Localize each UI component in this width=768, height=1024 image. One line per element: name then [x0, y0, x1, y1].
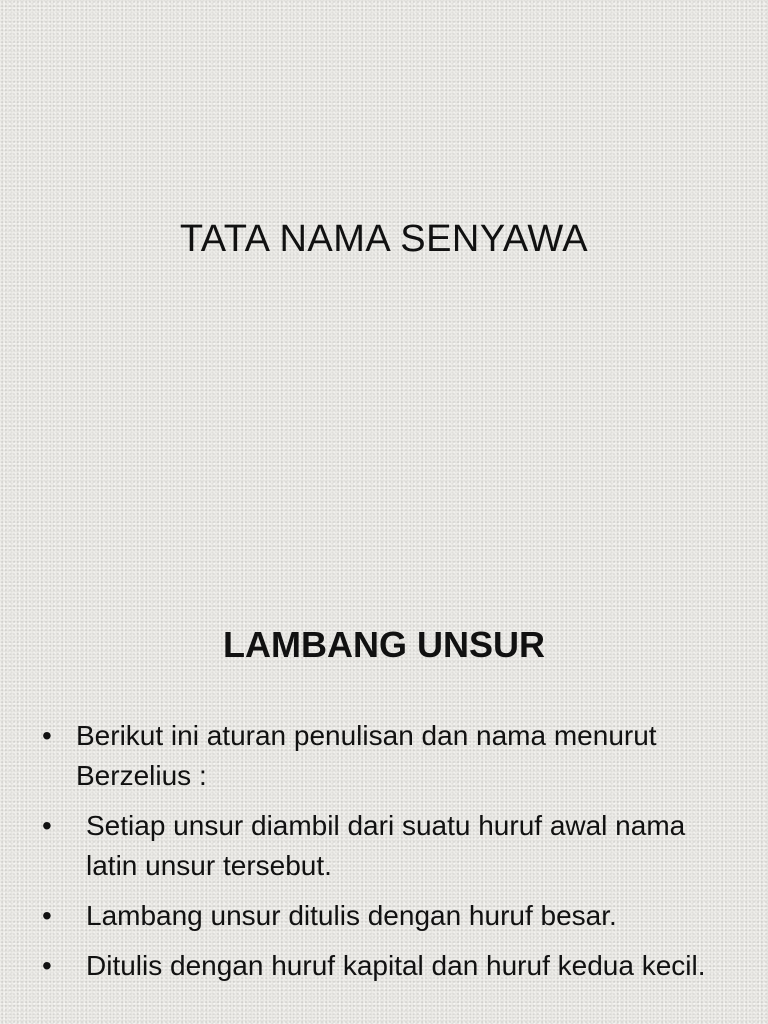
bullet-list: [42, 716, 732, 996]
bullet-icon: •: [42, 900, 52, 931]
list-item: [42, 946, 732, 986]
bullet-icon: •: [42, 720, 52, 751]
slide-title: TATA NAMA SENYAWA: [179, 218, 589, 260]
bullet-text: Berikut ini aturan penulisan dan nama menurut Berzelius :: [76, 720, 657, 791]
list-item: [42, 716, 732, 796]
bullet-text: Setiap unsur diambil dari suatu huruf awal nama latin unsur tersebut.: [86, 810, 686, 881]
list-item: [42, 806, 732, 886]
bullet-text: Lambang unsur ditulis dengan huruf besar.: [86, 900, 617, 931]
list-item: [42, 896, 732, 936]
content-slide: [0, 512, 768, 1024]
bullet-text: Ditulis dengan huruf kapital dan huruf kedua kecil.: [86, 950, 706, 981]
bullet-icon: •: [42, 810, 52, 841]
bullet-icon: •: [42, 950, 52, 981]
slide-heading: LAMBANG UNSUR: [223, 624, 545, 665]
